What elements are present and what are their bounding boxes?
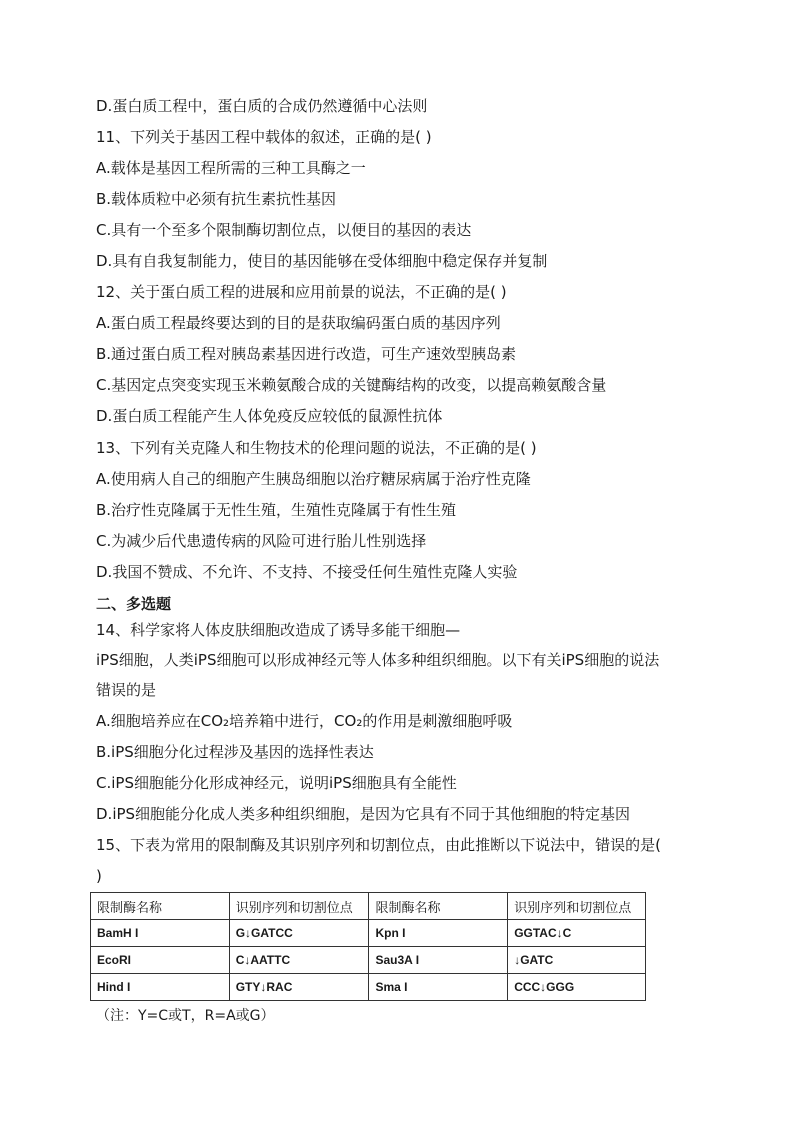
question-15: 15、下表为常用的限制酶及其识别序列和切割位点，由此推断以下说法中，错误的是( [96,836,661,854]
table-header-cell: 识别序列和切割位点 [229,893,369,920]
option-c-q14: C.iPS细胞能分化形成神经元，说明iPS细胞具有全能性 [96,774,457,792]
question-14-continued: iPS细胞，人类iPS细胞可以形成神经元等人体多种组织细胞。以下有关iPS细胞的说法 [96,651,660,669]
table-cell: BamH I [91,920,230,947]
table-row [91,947,646,974]
question-14-end: 错误的是 [96,681,157,699]
table-row [91,974,646,1001]
table-note: （注：Y=C或T，R=A或G） [96,1008,275,1024]
option-c-q13: C.为减少后代患遗传病的风险可进行胎儿性别选择 [96,532,427,550]
option-d-q12: D.蛋白质工程能产生人体免疫反应较低的鼠源性抗体 [96,407,443,425]
option-a-q13: A.使用病人自己的细胞产生胰岛细胞以治疗糖尿病属于治疗性克隆 [96,470,531,488]
option-b-q11: B.载体质粒中必须有抗生素抗性基因 [96,190,337,208]
table-cell: ↓GATC [508,947,646,974]
table-header-cell: 限制酶名称 [369,893,508,920]
table-cell: GGTAC↓C [508,920,646,947]
table-cell: GTY↓RAC [229,974,369,1001]
restriction-enzyme-table [90,892,646,1001]
option-c-q11: C.具有一个至多个限制酶切割位点，以便目的基因的表达 [96,221,472,239]
question-12: 12、关于蛋白质工程的进展和应用前景的说法，不正确的是( ) [96,283,507,301]
option-b-q12: B.通过蛋白质工程对胰岛素基因进行改造，可生产速效型胰岛素 [96,345,517,363]
option-a-q14: A.细胞培养应在CO₂培养箱中进行，CO₂的作用是刺激细胞呼吸 [96,712,513,730]
table-cell: Hind I [91,974,230,1001]
option-d-q13: D.我国不赞成、不允许、不支持、不接受任何生殖性克隆人实验 [96,563,518,581]
table-cell: EcoRI [91,947,230,974]
table-cell: Sau3A I [369,947,508,974]
table-cell: Kpn I [369,920,508,947]
section-heading-multi-choice: 二、多选题 [96,595,172,613]
table-row [91,920,646,947]
option-d-q10: D.蛋白质工程中，蛋白质的合成仍然遵循中心法则 [96,97,428,115]
question-13: 13、下列有关克隆人和生物技术的伦理问题的说法，不正确的是( ) [96,439,537,457]
option-a-q12: A.蛋白质工程最终要达到的目的是获取编码蛋白质的基因序列 [96,314,501,332]
option-a-q11: A.载体是基因工程所需的三种工具酶之一 [96,159,366,177]
option-d-q11: D.具有自我复制能力，使目的基因能够在受体细胞中稳定保存并复制 [96,252,548,270]
option-b-q13: B.治疗性克隆属于无性生殖，生殖性克隆属于有性生殖 [96,501,457,519]
question-14: 14、科学家将人体皮肤细胞改造成了诱导多能干细胞— [96,621,461,639]
table-header-cell: 识别序列和切割位点 [508,893,646,920]
option-b-q14: B.iPS细胞分化过程涉及基因的选择性表达 [96,743,374,761]
option-d-q14: D.iPS细胞能分化成人类多种组织细胞，是因为它具有不同于其他细胞的特定基因 [96,805,631,823]
table-header-cell: 限制酶名称 [91,893,230,920]
option-c-q12: C.基因定点突变实现玉米赖氨酸合成的关键酶结构的改变，以提高赖氨酸含量 [96,376,607,394]
table-cell: Sma I [369,974,508,1001]
question-11: 11、下列关于基因工程中载体的叙述，正确的是( ) [96,128,432,146]
table-cell: CCC↓GGG [508,974,646,1001]
table-cell: C↓AATTC [229,947,369,974]
table-header-row [91,893,646,920]
question-15-paren: ) [96,867,102,885]
table-cell: G↓GATCC [229,920,369,947]
